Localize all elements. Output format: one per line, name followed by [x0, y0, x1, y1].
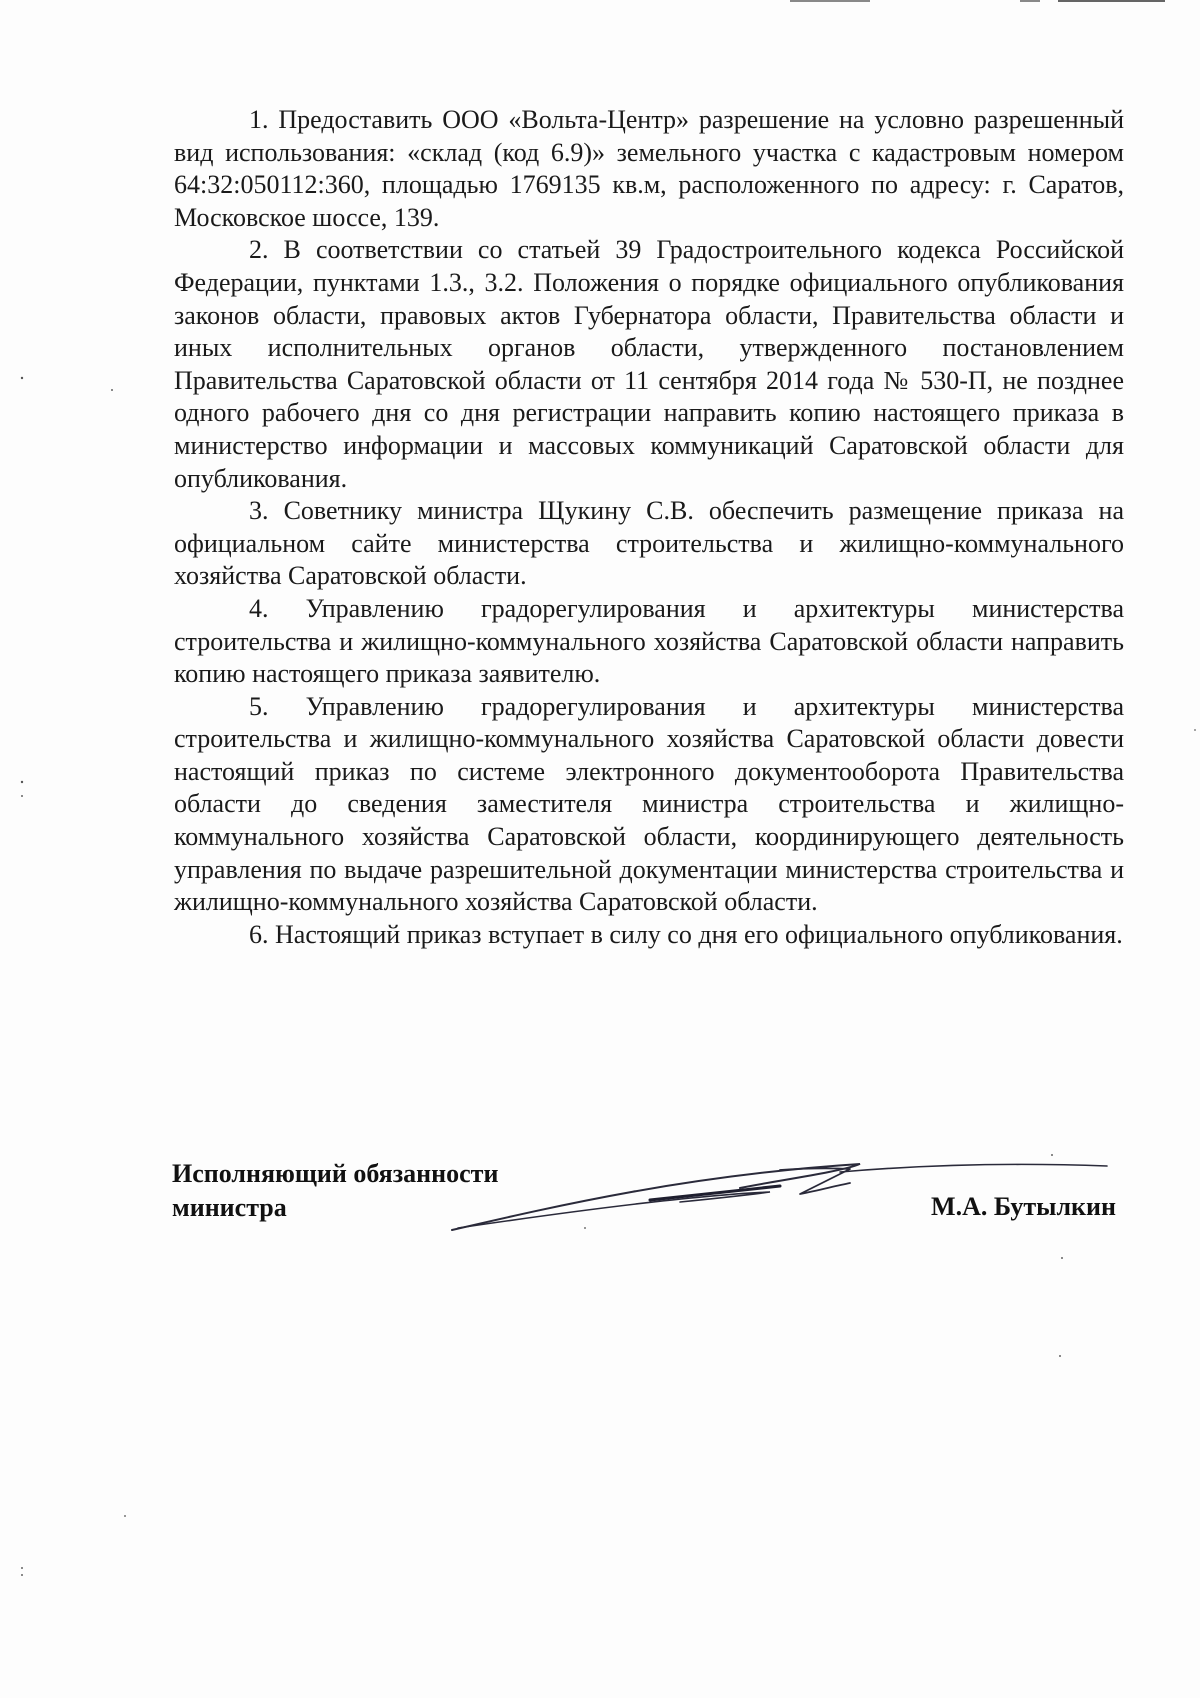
signatory-title-line-1: Исполняющий обязанности: [172, 1159, 499, 1188]
signatory-name: М.А. Бутылкин: [931, 1192, 1116, 1221]
paragraph-1: 1. Предоставить ООО «Вольта-Центр» разрешение на условно разрешенный вид использования: «склад (код 6.9)» земельного участка с кадастровым номером 64:32:050112:360, площадью 1769135 кв.м, расположенного по адресу: г. Саратов, Московское шоссе, 139.: [174, 105, 1124, 232]
paragraph-6: 6. Настоящий приказ вступает в силу со дня его официального опубликования.: [249, 919, 1123, 949]
order-body: [174, 104, 1124, 951]
signatory-title-line-2: министра: [172, 1193, 287, 1222]
paragraph-5: 5. Управлению градорегулирования и архитектуры министерства строительства и жилищно-коммунального хозяйства Саратовской области довести настоящий приказ по системе электронного документооборота Правительства области до сведения заместителя министра строительства и жилищно-коммунального хозяйства Саратовской области, координирующего деятельность управления по выдаче разрешительной документации министерства строительства и жилищно-коммунального хозяйства Саратовской области.: [174, 691, 1124, 917]
paragraph-4: 4. Управлению градорегулирования и архитектуры министерства строительства и жилищно-коммунального хозяйства Саратовской области направить копию настоящего приказа заявителю.: [174, 593, 1124, 689]
paragraph-3: 3. Советнику министра Щукину С.В. обеспечить размещение приказа на официальном сайте министерства строительства и жилищно-коммунального хозяйства Саратовской области.: [174, 496, 1124, 591]
paragraph-2: 2. В соответствии со статьей 39 Градостроительного кодекса Российской Федерации, пунктами 1.3., 3.2. Положения о порядке официального опубликования законов области, правовых актов Губернатора области, Правительства области и иных исполнительных органов области, утвержденного постановлением Правительства Саратовской области от 11 сентября 2014 года № 530-П, не позднее одного рабочего дня со дня регистрации направить копию настоящего приказа в министерство информации и массовых коммуникаций Саратовской области для опубликования.: [174, 235, 1124, 493]
